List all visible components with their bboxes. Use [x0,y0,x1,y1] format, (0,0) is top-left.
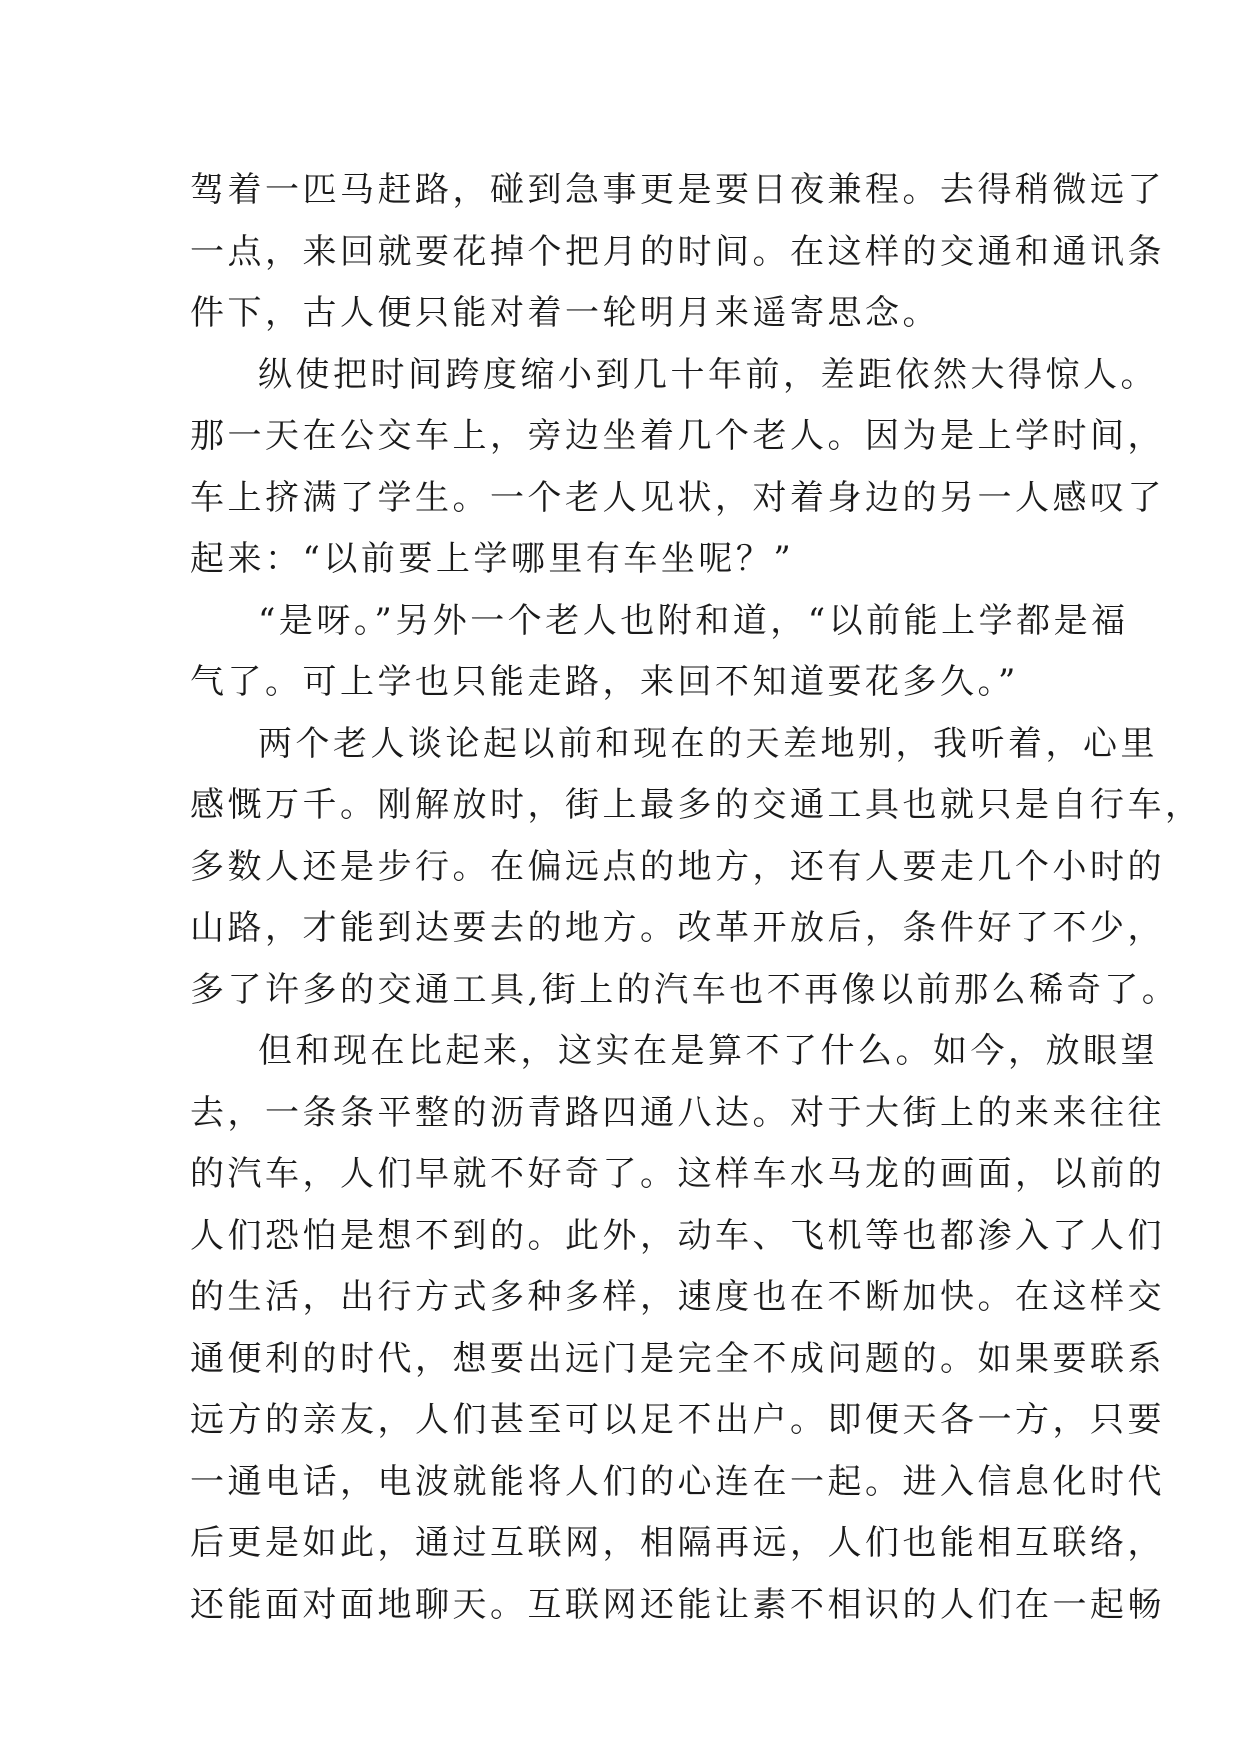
text-line: 远方的亲友，人们甚至可以足不出户。即便天各一方，只要 [190,1400,1165,1440]
paragraph-first-line: 两个老人谈论起以前和现在的天差地别，我听着，心里 [258,723,1158,764]
text-line: 的汽车，人们早就不好奇了。这样车水马龙的画面，以前的 [190,1154,1165,1194]
text-line: 驾着一匹马赶路，碰到急事更是要日夜兼程。去得稍微远了 [190,170,1165,210]
text-line: 气了。可上学也只能走路，来回不知道要花多久。” [190,662,1019,702]
text-line: 的生活，出行方式多种多样，速度也在不断加快。在这样交 [190,1277,1165,1317]
text-line: 一通电话，电波就能将人们的心连在一起。进入信息化时代 [190,1461,1165,1502]
paragraph-first-line: 纵使把时间跨度缩小到几十年前，差距依然大得惊人。 [258,354,1158,395]
text-line: 那一天在公交车上，旁边坐着几个老人。因为是上学时间， [190,416,1165,456]
text-line: 山路，才能到达要去的地方。改革开放后，条件好了不少， [190,908,1165,948]
text-line: 车上挤满了学生。一个老人见状，对着身边的另一人感叹了 [190,477,1165,518]
text-line: 人们恐怕是想不到的。此外，动车、飞机等也都渗入了人们 [190,1215,1165,1256]
text-line: 件下，古人便只能对着一轮明月来遥寄思念。 [190,293,940,333]
text-line: 多数人还是步行。在偏远点的地方，还有人要走几个小时的 [190,846,1165,887]
text-line: 去，一条条平整的沥青路四通八达。对于大街上的来来往往 [190,1092,1165,1133]
body-text [190,160,1203,1636]
text-line: 起来：“以前要上学哪里有车坐呢？” [190,539,795,579]
text-line: 后更是如此，通过互联网，相隔再远，人们也能相互联络， [190,1523,1165,1563]
text-line: 通便利的时代，想要出远门是完全不成问题的。如果要联系 [190,1338,1165,1379]
text-line: 还能面对面地聊天。互联网还能让素不相识的人们在一起畅 [190,1584,1165,1625]
paragraph-first-line: 但和现在比起来，这实在是算不了什么。如今，放眼望 [258,1031,1158,1071]
text-line: 多了许多的交通工具,街上的汽车也不再像以前那么稀奇了。 [190,969,1180,1010]
text-line: 一点，来回就要花掉个把月的时间。在这样的交通和通讯条 [190,231,1165,272]
paragraph-first-line: “是呀。”另外一个老人也附和道，“以前能上学都是福 [258,600,1129,641]
text-line: 感慨万千。刚解放时，街上最多的交通工具也就只是自行车， [190,785,1203,825]
